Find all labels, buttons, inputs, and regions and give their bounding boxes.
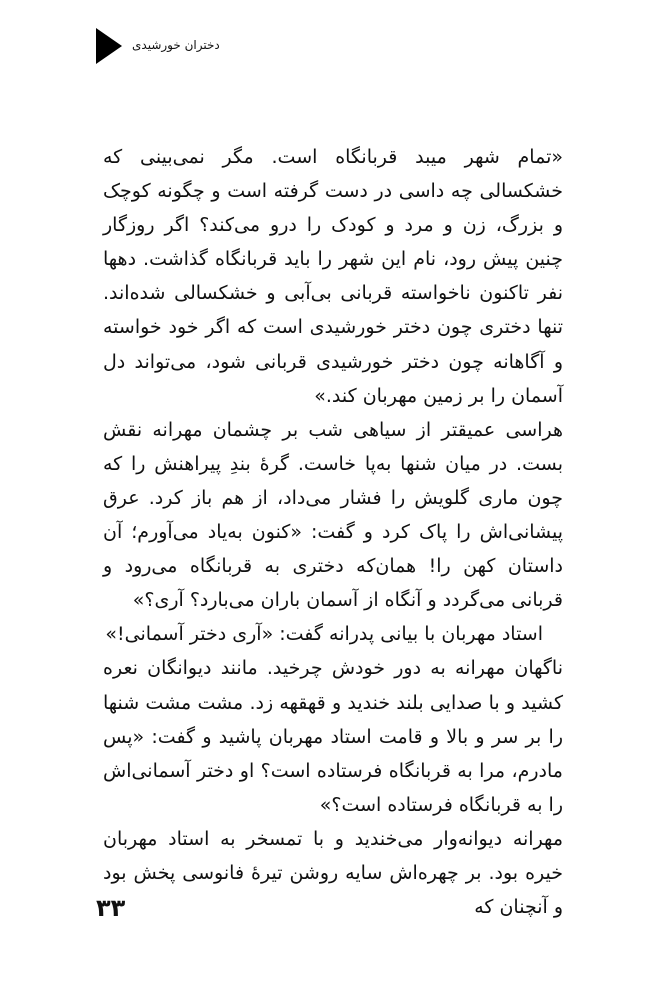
running-title: دختران خورشیدی: [132, 38, 220, 52]
page-header: [96, 28, 266, 64]
paragraph-1: «تمام شهر میبد قربانگاه است. مگر نمی‌بینی که خشکسالی چه داسی در دست گرفته است و چگونه کوچک و بزرگ، زن و مرد و کودک را درو می‌کند؟ اگر روزگار چنین پیش رود، نام این شهر را باید قربانگاه گذاشت. دهها نفر تاکنون ناخواسته قربانی بی‌آبی و خشکسالی شده‌اند. تنها دختری چون دختر خورشیدی است که اگر خود خواسته و آگاهانه چون دختر خورشیدی قربانی شود، می‌تواند دل آسمان را بر زمین مهربان کند.»: [103, 146, 563, 407]
triangle-right-icon: [96, 28, 122, 64]
paragraph-2: هراسی عمیقتر از سیاهی شب بر چشمان مهرانه نقش بست. در میان شنها به‌پا خاست. گرهٔ بندِ پیراهنش را که چون ماری گلویش را فشار می‌داد، از هم باز کرد. عرق پیشانی‌اش را پاک کرد و گفت: «کنون به‌یاد می‌آورم؛ آن داستان کهن را! همان‌که دختری به قربانگاه می‌رود و قربانی می‌گردد و آنگاه از آسمان باران می‌بارد؟ آری؟»: [103, 418, 563, 612]
paragraph-3: استاد مهربان با بیانی پدرانه گفت: «آری دختر آسمانی!»: [105, 623, 543, 646]
paragraph-4: ناگهان مهرانه به دور خودش چرخید. مانند دیوانگان نعره کشید و با صدایی بلند خندید و قهقهه زد. مشت مشت شنها را بر سر و بالا و قامت استاد مهربان پاشید و گفت: «پس مادرم، مرا به قربانگاه فرستاده است؟ او دختر آسمانی‌اش را به قربانگاه فرستاده است؟»: [103, 657, 563, 816]
paragraph-5: مهرانه دیوانه‌وار می‌خندید و با تمسخر به استاد مهربان خیره بود. بر چهره‌اش سایه روشن تیرهٔ فانوسی پخش بود و آنچنان که: [103, 827, 563, 919]
page-number: ۳۳: [96, 894, 126, 922]
body-text: [103, 140, 563, 924]
